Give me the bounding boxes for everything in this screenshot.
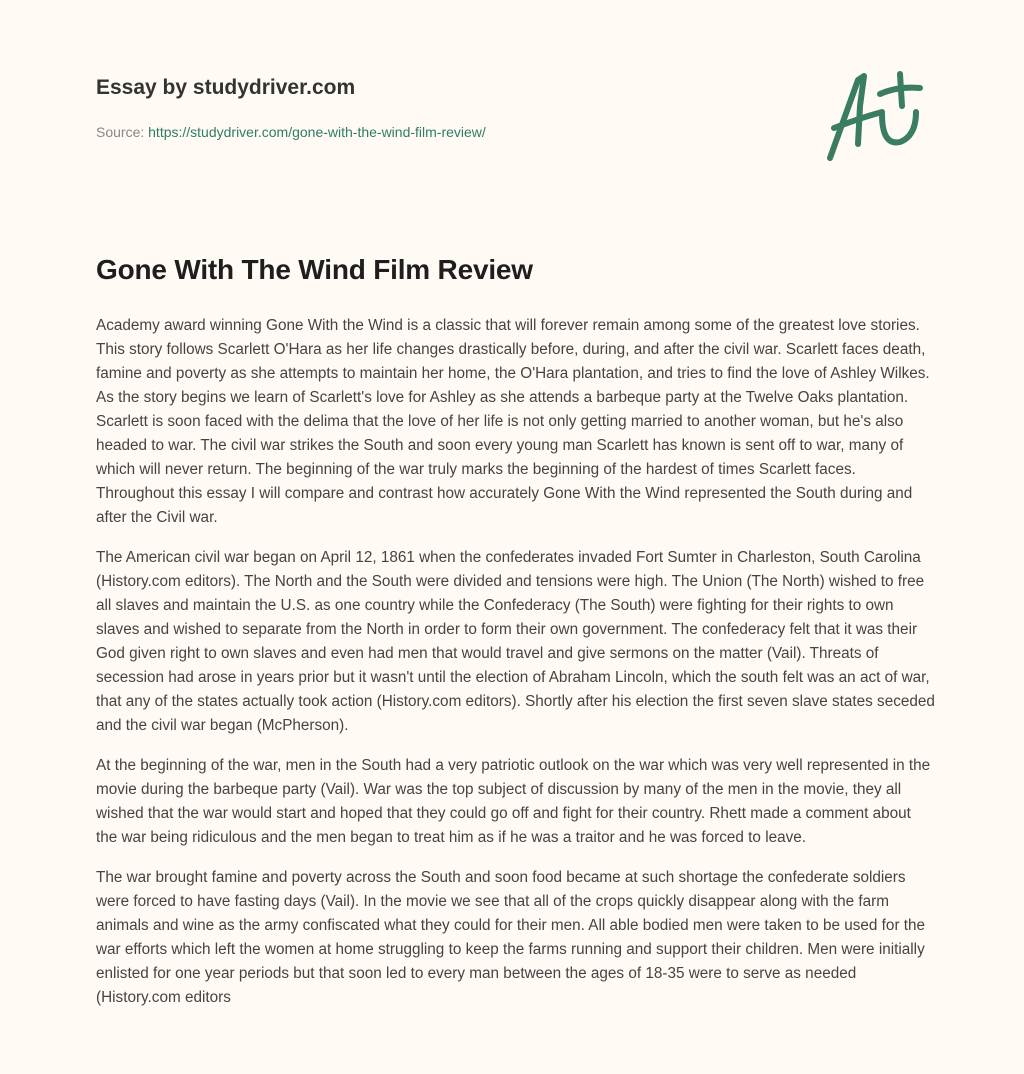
source-line [96,124,486,140]
source-label: Source: [96,124,149,140]
paragraph: At the beginning of the war, men in the South had a very patriotic outlook on the war which was very well represented in the movie during the barbeque party (Vail). War was the top subject of discussion by many of the men in the movie, they all wished that the war would start and hoped that they could go off and fight for their country. Rhett made a comment about the war being ridiculous and the men began to treat him as if he was a traitor and he was forced to leave. [96,757,931,846]
source-link[interactable]: https://studydriver.com/gone-with-the-wind-film-review/ [148,124,486,140]
essay-body [96,314,936,1026]
paragraph: The American civil war began on April 12, 1861 when the confederates invaded Fort Sumter in Charleston, South Carolina (History.com editors). The North and the South were divided and tensions were high. The Union (The North) wished to free all slaves and maintain the U.S. as one country while the Confederacy (The South) were fighting for their rights to own slaves and wished to separate from the North in order to form their own government. The confederacy felt that it was their God given right to own slaves and even had men that would travel and give sermons on the matter (Vail). Threats of secession had arose in years prior but it wasn't until the election of Abraham Lincoln, which the south felt was an act of war, that any of the states actually took action (History.com editors). Shortly after his election the first seven slave states seceded and the civil war began (McPherson). [96,549,935,734]
paragraph: The war brought famine and poverty across the South and soon food became at such shortage the confederate soldiers were forced to have fasting days (Vail). In the movie we see that all of the crops quickly disappear along with the farm animals and wine as the army confiscated what they could for their men. All able bodied men were taken to be used for the war efforts which left the women at home struggling to keep the farms running and support their children. Men were initially enlisted for one year periods but that soon led to every man between the ages of 18-35 were to serve as needed (History.com editors [96,869,926,1006]
brand-title: Essay by studydriver.com [96,76,356,99]
a-plus-logo-icon [820,66,930,166]
paragraph: Academy award winning Gone With the Wind is a classic that will forever remain among some of the greatest love stories. This story follows Scarlett O'Hara as her life changes drastically before, during, and after the civil war. Scarlett faces death, famine and poverty as she attempts to maintain her home, the O'Hara plantation, and tries to find the love of Ashley Wilkes. As the story begins we learn of Scarlett's love for Ashley as she attends a barbeque party at the Twelve Oaks plantation. Scarlett is soon faced with the delima that the love of her life is not only getting married to another woman, but he's also headed to war. The civil war strikes the South and soon every young man Scarlett has known is sent off to war, many of which will never return. The beginning of the war truly marks the beginning of the hardest of times Scarlett faces. Throughout this essay I will compare and contrast how accurately Gone With the Wind represented the South during and after the Civil war. [96,317,930,526]
page-title: Gone With The Wind Film Review [96,254,533,285]
